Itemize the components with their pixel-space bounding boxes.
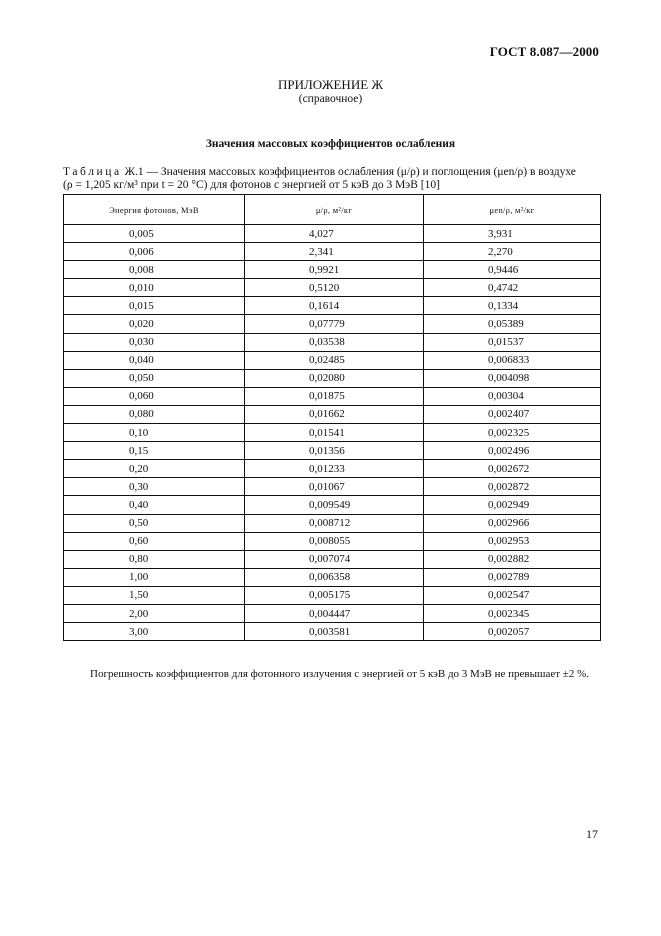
table-label: Таблица [63, 166, 122, 178]
table-row [64, 604, 601, 622]
mu-en-rho-cell: 0,006833 [424, 351, 601, 369]
mu-en-rho-cell: 0,002953 [424, 532, 601, 550]
mu-en-rho-cell: 0,002325 [424, 424, 601, 442]
energy-cell: 1,00 [64, 568, 245, 586]
table-row [64, 351, 601, 369]
mu-rho-cell: 0,9921 [245, 261, 424, 279]
table-row [64, 514, 601, 532]
mu-en-rho-cell: 0,1334 [424, 297, 601, 315]
table-row [64, 532, 601, 550]
mu-rho-cell: 0,008055 [245, 532, 424, 550]
appendix-title: ПРИЛОЖЕНИЕ Ж [277, 77, 384, 92]
table-row [64, 424, 601, 442]
table-row [64, 279, 601, 297]
standard-number: ГОСТ 8.087—2000 [489, 44, 599, 59]
table-row [64, 623, 601, 641]
table-row [64, 568, 601, 586]
mu-en-rho-cell: 0,05389 [424, 315, 601, 333]
mu-rho-cell: 0,02080 [245, 369, 424, 387]
mu-rho-cell: 0,003581 [245, 623, 424, 641]
energy-cell: 0,006 [64, 243, 245, 261]
energy-cell: 0,020 [64, 315, 245, 333]
mu-rho-cell: 0,1614 [245, 297, 424, 315]
table-row [64, 369, 601, 387]
table-row [64, 460, 601, 478]
table-row [64, 261, 601, 279]
mu-rho-cell: 0,005175 [245, 586, 424, 604]
mu-rho-cell: 0,01067 [245, 478, 424, 496]
table-caption [63, 166, 603, 191]
energy-cell: 0,008 [64, 261, 245, 279]
mu-rho-cell: 0,006358 [245, 568, 424, 586]
table-row [64, 387, 601, 405]
section-title: Значения массовых коэффициентов ослабления [205, 138, 456, 150]
mu-rho-cell: 0,01541 [245, 424, 424, 442]
mu-en-rho-cell: 0,002547 [424, 586, 601, 604]
mu-rho-cell: 0,01662 [245, 405, 424, 423]
mu-rho-cell: 0,03538 [245, 333, 424, 351]
page-number: 17 [586, 827, 598, 841]
mu-en-rho-cell: 0,00304 [424, 387, 601, 405]
mu-en-rho-cell: 0,002872 [424, 478, 601, 496]
mu-rho-cell: 4,027 [245, 225, 424, 243]
caption-line-1: Ж.1 — Значения массовых коэффициентов ослабления (μ/ρ) и поглощения (μen/ρ) в воздухе [121, 166, 576, 178]
mu-en-rho-cell: 0,01537 [424, 333, 601, 351]
energy-cell: 1,50 [64, 586, 245, 604]
appendix-heading [0, 78, 661, 106]
mu-en-rho-cell: 2,270 [424, 243, 601, 261]
table-row [64, 297, 601, 315]
mu-rho-cell: 0,01233 [245, 460, 424, 478]
table-row [64, 478, 601, 496]
header-mu-rho: μ/ρ, м²/кг [245, 195, 424, 225]
table-row [64, 550, 601, 568]
mu-en-rho-cell: 0,4742 [424, 279, 601, 297]
mu-rho-cell: 0,01356 [245, 442, 424, 460]
mu-en-rho-cell: 0,002789 [424, 568, 601, 586]
caption-line-2: (ρ = 1,205 кг/м³ при t = 20 °С) для фотонов с энергией от 5 кэВ до 3 МэВ [10] [63, 178, 440, 191]
energy-cell: 0,030 [64, 333, 245, 351]
mu-rho-cell: 0,008712 [245, 514, 424, 532]
table-row [64, 315, 601, 333]
energy-cell: 3,00 [64, 623, 245, 641]
coefficients-table [63, 194, 601, 641]
mu-rho-cell: 0,004447 [245, 604, 424, 622]
mu-en-rho-cell: 0,002345 [424, 604, 601, 622]
table-row [64, 225, 601, 243]
mu-en-rho-cell: 3,931 [424, 225, 601, 243]
mu-rho-cell: 0,02485 [245, 351, 424, 369]
table-row [64, 496, 601, 514]
header-mu-en-rho: μen/ρ, м²/кг [424, 195, 601, 225]
mu-rho-cell: 0,009549 [245, 496, 424, 514]
mu-rho-cell: 2,341 [245, 243, 424, 261]
energy-cell: 0,010 [64, 279, 245, 297]
energy-cell: 0,15 [64, 442, 245, 460]
mu-en-rho-cell: 0,002949 [424, 496, 601, 514]
energy-cell: 0,50 [64, 514, 245, 532]
energy-cell: 0,015 [64, 297, 245, 315]
energy-cell: 0,60 [64, 532, 245, 550]
accuracy-note: Погрешность коэффициентов для фотонного излучения с энергией от 5 кэВ до 3 МэВ не превышает ±2 %. [90, 668, 590, 680]
mu-en-rho-cell: 0,002882 [424, 550, 601, 568]
table-header-row [64, 195, 601, 225]
energy-cell: 0,20 [64, 460, 245, 478]
mu-en-rho-cell: 0,002496 [424, 442, 601, 460]
mu-rho-cell: 0,07779 [245, 315, 424, 333]
table-row [64, 243, 601, 261]
mu-en-rho-cell: 0,002407 [424, 405, 601, 423]
mu-en-rho-cell: 0,9446 [424, 261, 601, 279]
energy-cell: 0,050 [64, 369, 245, 387]
energy-cell: 0,80 [64, 550, 245, 568]
mu-en-rho-cell: 0,004098 [424, 369, 601, 387]
table-row [64, 586, 601, 604]
table-row [64, 405, 601, 423]
mu-rho-cell: 0,007074 [245, 550, 424, 568]
energy-cell: 2,00 [64, 604, 245, 622]
energy-cell: 0,040 [64, 351, 245, 369]
energy-cell: 0,060 [64, 387, 245, 405]
energy-cell: 0,40 [64, 496, 245, 514]
mu-en-rho-cell: 0,002057 [424, 623, 601, 641]
appendix-subtitle: (справочное) [298, 93, 363, 105]
mu-en-rho-cell: 0,002672 [424, 460, 601, 478]
mu-rho-cell: 0,5120 [245, 279, 424, 297]
energy-cell: 0,10 [64, 424, 245, 442]
mu-en-rho-cell: 0,002966 [424, 514, 601, 532]
energy-cell: 0,080 [64, 405, 245, 423]
energy-cell: 0,30 [64, 478, 245, 496]
table-row [64, 442, 601, 460]
mu-rho-cell: 0,01875 [245, 387, 424, 405]
energy-cell: 0,005 [64, 225, 245, 243]
header-energy: Энергия фотонов, МэВ [64, 195, 245, 225]
table-row [64, 333, 601, 351]
